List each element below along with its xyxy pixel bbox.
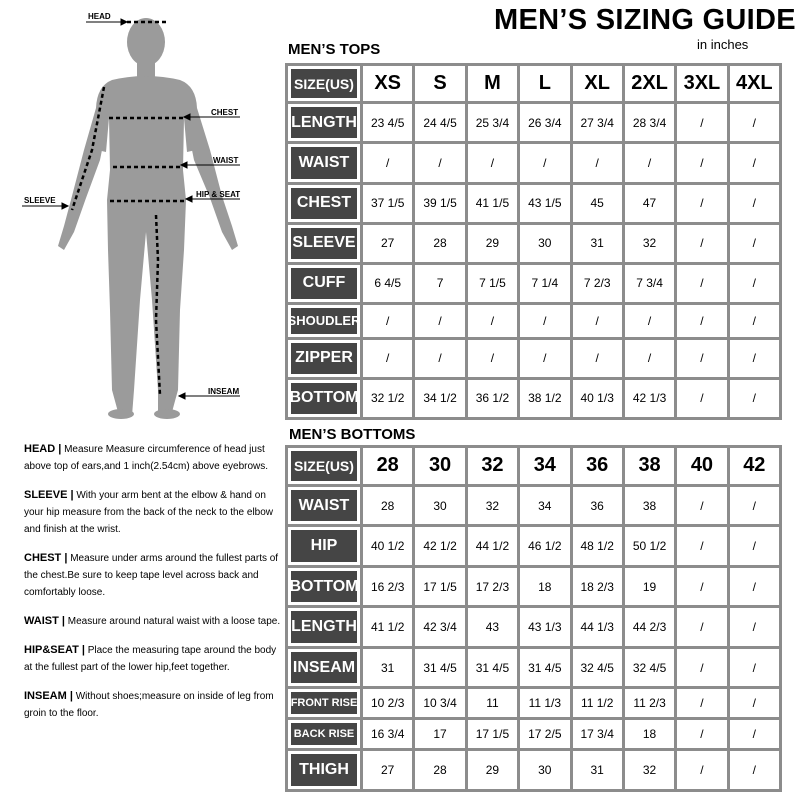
table-cell: 17 2/3 bbox=[468, 568, 517, 605]
table-cell: / bbox=[730, 144, 779, 181]
table-cell: / bbox=[677, 340, 726, 377]
table-row bbox=[288, 340, 779, 377]
table-cell: 30 bbox=[520, 225, 569, 262]
table-cell: 40 1/3 bbox=[573, 380, 622, 417]
size-header-cell: 30 bbox=[415, 448, 464, 484]
row-label: SLEEVE bbox=[291, 228, 357, 259]
row-label: THIGH bbox=[291, 754, 357, 786]
label-sleeve: SLEEVE bbox=[24, 196, 56, 205]
table-cell: 16 3/4 bbox=[363, 720, 412, 748]
row-label: BOTTOM bbox=[291, 571, 357, 602]
table-cell: 32 bbox=[468, 487, 517, 524]
instruction-item bbox=[24, 441, 284, 475]
instruction-text: Without shoes;measure on inside of leg from groin to the floor. bbox=[24, 691, 274, 719]
size-header-cell: 32 bbox=[468, 448, 517, 484]
page-subtitle: in inches bbox=[697, 37, 749, 52]
row-label-cell bbox=[288, 340, 360, 377]
table-cell: / bbox=[363, 340, 412, 377]
table-cell: 36 1/2 bbox=[468, 380, 517, 417]
table-cell: 37 1/5 bbox=[363, 185, 412, 222]
label-chest: CHEST bbox=[211, 108, 239, 117]
table-cell: 7 bbox=[415, 265, 464, 302]
table-cell: / bbox=[730, 608, 779, 645]
row-label-cell bbox=[288, 185, 360, 222]
table-cell: 32 4/5 bbox=[625, 649, 674, 686]
row-label-cell bbox=[288, 305, 360, 337]
table-cell: 17 1/5 bbox=[468, 720, 517, 748]
table-cell: 38 1/2 bbox=[520, 380, 569, 417]
table-cell: 43 1/5 bbox=[520, 185, 569, 222]
instruction-item bbox=[24, 688, 284, 722]
table-cell: / bbox=[573, 144, 622, 181]
body-measurement-figure bbox=[0, 0, 290, 430]
table-cell: / bbox=[677, 720, 726, 748]
bottoms-section-title: MEN’S BOTTOMS bbox=[289, 426, 416, 443]
table-cell: 41 1/5 bbox=[468, 185, 517, 222]
table-row bbox=[288, 185, 779, 222]
table-cell: / bbox=[730, 380, 779, 417]
table-cell: 42 1/3 bbox=[625, 380, 674, 417]
row-label: LENGTH bbox=[291, 107, 357, 138]
table-cell: / bbox=[677, 185, 726, 222]
row-label: CHEST bbox=[291, 188, 357, 219]
table-cell: 31 4/5 bbox=[415, 649, 464, 686]
instruction-item bbox=[24, 642, 284, 676]
table-cell: / bbox=[677, 649, 726, 686]
table-cell: 28 bbox=[415, 751, 464, 789]
table-cell: / bbox=[677, 568, 726, 605]
size-header-label: SIZE(US) bbox=[291, 69, 357, 98]
table-cell: 48 1/2 bbox=[573, 527, 622, 564]
page-title: MEN’S SIZING GUIDE bbox=[494, 4, 796, 36]
table-cell: 34 1/2 bbox=[415, 380, 464, 417]
label-head: HEAD bbox=[88, 12, 111, 21]
instruction-heading: INSEAM | bbox=[24, 690, 73, 702]
row-label-cell bbox=[288, 689, 360, 717]
table-cell: 44 2/3 bbox=[625, 608, 674, 645]
row-label-cell bbox=[288, 751, 360, 789]
table-row bbox=[288, 689, 779, 717]
table-cell: 17 bbox=[415, 720, 464, 748]
row-label-cell bbox=[288, 487, 360, 524]
table-cell: / bbox=[730, 568, 779, 605]
size-header-cell: 36 bbox=[573, 448, 622, 484]
table-cell: / bbox=[415, 144, 464, 181]
table-cell: 25 3/4 bbox=[468, 104, 517, 141]
table-cell: 11 bbox=[468, 689, 517, 717]
table-cell: 43 bbox=[468, 608, 517, 645]
table-row bbox=[288, 720, 779, 748]
table-cell: / bbox=[730, 340, 779, 377]
size-header-cell: 3XL bbox=[677, 66, 726, 101]
table-cell: 31 bbox=[573, 225, 622, 262]
table-row bbox=[288, 527, 779, 564]
size-header-cell: 2XL bbox=[625, 66, 674, 101]
instruction-item bbox=[24, 613, 284, 630]
row-label-cell bbox=[288, 104, 360, 141]
table-cell: / bbox=[363, 144, 412, 181]
table-cell: 32 bbox=[625, 751, 674, 789]
table-row bbox=[288, 487, 779, 524]
table-cell: 36 bbox=[573, 487, 622, 524]
table-cell: / bbox=[520, 305, 569, 337]
label-hip-seat: HIP & SEAT bbox=[196, 190, 241, 199]
table-cell: / bbox=[415, 305, 464, 337]
row-label: WAIST bbox=[291, 147, 357, 178]
table-cell: 23 4/5 bbox=[363, 104, 412, 141]
table-cell: 27 bbox=[363, 751, 412, 789]
table-cell: 32 1/2 bbox=[363, 380, 412, 417]
table-cell: / bbox=[730, 720, 779, 748]
row-label-cell bbox=[288, 380, 360, 417]
table-cell: 16 2/3 bbox=[363, 568, 412, 605]
table-cell: 31 4/5 bbox=[468, 649, 517, 686]
size-header-cell: XS bbox=[363, 66, 412, 101]
table-cell: / bbox=[677, 265, 726, 302]
table-cell: 17 3/4 bbox=[573, 720, 622, 748]
instruction-text: Measure around natural waist with a loose tape. bbox=[67, 616, 281, 627]
table-cell: 44 1/2 bbox=[468, 527, 517, 564]
row-label-cell bbox=[288, 608, 360, 645]
table-cell: / bbox=[730, 649, 779, 686]
table-cell: 7 2/3 bbox=[573, 265, 622, 302]
size-header-cell: L bbox=[520, 66, 569, 101]
table-cell: 7 1/4 bbox=[520, 265, 569, 302]
table-cell: 27 bbox=[363, 225, 412, 262]
table-row bbox=[288, 104, 779, 141]
table-cell: 11 2/3 bbox=[625, 689, 674, 717]
table-cell: / bbox=[573, 305, 622, 337]
row-label-cell bbox=[288, 265, 360, 302]
table-cell: 44 1/3 bbox=[573, 608, 622, 645]
row-label: FRONT RISE bbox=[291, 692, 357, 714]
table-cell: 28 3/4 bbox=[625, 104, 674, 141]
table-cell: 46 1/2 bbox=[520, 527, 569, 564]
row-label: LENGTH bbox=[291, 611, 357, 642]
table-cell: / bbox=[730, 487, 779, 524]
table-row bbox=[288, 144, 779, 181]
size-header-label-cell bbox=[288, 66, 360, 101]
table-cell: 31 bbox=[573, 751, 622, 789]
table-cell: / bbox=[677, 305, 726, 337]
table-cell: 32 bbox=[625, 225, 674, 262]
table-cell: / bbox=[677, 751, 726, 789]
table-cell: / bbox=[520, 144, 569, 181]
table-cell: 18 2/3 bbox=[573, 568, 622, 605]
table-cell: / bbox=[677, 608, 726, 645]
row-label: CUFF bbox=[291, 268, 357, 299]
table-cell: 43 1/3 bbox=[520, 608, 569, 645]
table-cell: / bbox=[468, 305, 517, 337]
table-cell: 42 1/2 bbox=[415, 527, 464, 564]
instruction-text: Measure under arms around the fullest parts of the chest.Be sure to keep tape level across back and comfortably loose. bbox=[24, 553, 279, 598]
instruction-heading: HIP&SEAT | bbox=[24, 644, 85, 656]
instruction-heading: HEAD | bbox=[24, 443, 62, 455]
size-header-cell: 4XL bbox=[730, 66, 779, 101]
table-cell: 39 1/5 bbox=[415, 185, 464, 222]
instruction-item bbox=[24, 550, 284, 601]
table-cell: 30 bbox=[520, 751, 569, 789]
row-label-cell bbox=[288, 649, 360, 686]
row-label-cell bbox=[288, 144, 360, 181]
table-row bbox=[288, 305, 779, 337]
table-row bbox=[288, 608, 779, 645]
table-cell: 50 1/2 bbox=[625, 527, 674, 564]
table-cell: 17 1/5 bbox=[415, 568, 464, 605]
table-cell: / bbox=[468, 340, 517, 377]
table-cell: / bbox=[677, 689, 726, 717]
size-header-cell: 34 bbox=[520, 448, 569, 484]
table-cell: / bbox=[730, 689, 779, 717]
row-label: BOTTOM bbox=[291, 383, 357, 414]
table-cell: 28 bbox=[363, 487, 412, 524]
row-label: HIP bbox=[291, 530, 357, 561]
table-cell: / bbox=[730, 265, 779, 302]
table-cell: 38 bbox=[625, 487, 674, 524]
table-row bbox=[288, 568, 779, 605]
size-header-cell: 40 bbox=[677, 448, 726, 484]
size-header-cell: 38 bbox=[625, 448, 674, 484]
table-cell: 27 3/4 bbox=[573, 104, 622, 141]
table-cell: / bbox=[625, 305, 674, 337]
table-cell: 10 2/3 bbox=[363, 689, 412, 717]
table-cell: 18 bbox=[625, 720, 674, 748]
table-cell: / bbox=[730, 104, 779, 141]
table-cell: / bbox=[677, 104, 726, 141]
table-cell: / bbox=[573, 340, 622, 377]
size-header-cell: S bbox=[415, 66, 464, 101]
table-cell: / bbox=[625, 340, 674, 377]
table-row bbox=[288, 225, 779, 262]
table-cell: 31 bbox=[363, 649, 412, 686]
table-cell: 7 1/5 bbox=[468, 265, 517, 302]
row-label: ZIPPER bbox=[291, 343, 357, 374]
table-cell: 31 4/5 bbox=[520, 649, 569, 686]
table-cell: 10 3/4 bbox=[415, 689, 464, 717]
table-cell: 34 bbox=[520, 487, 569, 524]
instruction-text: Place the measuring tape around the body at the fullest part of the lower hip,feet together. bbox=[24, 645, 277, 673]
body-silhouette bbox=[58, 18, 241, 419]
table-cell: / bbox=[677, 380, 726, 417]
table-cell: / bbox=[625, 144, 674, 181]
row-label: WAIST bbox=[291, 490, 357, 521]
table-cell: 29 bbox=[468, 751, 517, 789]
instruction-heading: SLEEVE | bbox=[24, 489, 74, 501]
table-header-row bbox=[288, 448, 779, 484]
table-cell: 11 1/3 bbox=[520, 689, 569, 717]
table-row bbox=[288, 649, 779, 686]
table-cell: 6 4/5 bbox=[363, 265, 412, 302]
bottoms-size-table bbox=[285, 445, 782, 792]
instruction-heading: CHEST | bbox=[24, 552, 68, 564]
table-cell: 18 bbox=[520, 568, 569, 605]
table-row bbox=[288, 265, 779, 302]
instruction-text: With your arm bent at the elbow & hand on your hip measure from the back of the neck to the elbow and finish at the wrist. bbox=[24, 490, 274, 535]
table-cell: 7 3/4 bbox=[625, 265, 674, 302]
table-cell: / bbox=[730, 225, 779, 262]
table-cell: / bbox=[677, 225, 726, 262]
table-header-row bbox=[288, 66, 779, 101]
table-row bbox=[288, 751, 779, 789]
tops-size-table bbox=[285, 63, 782, 420]
table-cell: / bbox=[730, 751, 779, 789]
table-cell: / bbox=[730, 527, 779, 564]
table-cell: / bbox=[520, 340, 569, 377]
row-label: SHOUDLER bbox=[291, 308, 357, 334]
row-label-cell bbox=[288, 225, 360, 262]
table-cell: / bbox=[468, 144, 517, 181]
table-cell: 45 bbox=[573, 185, 622, 222]
label-inseam: INSEAM bbox=[208, 387, 240, 396]
table-cell: / bbox=[677, 144, 726, 181]
table-cell: / bbox=[730, 185, 779, 222]
table-cell: 40 1/2 bbox=[363, 527, 412, 564]
measurement-instructions bbox=[24, 441, 284, 734]
row-label-cell bbox=[288, 568, 360, 605]
table-cell: 24 4/5 bbox=[415, 104, 464, 141]
instruction-item bbox=[24, 487, 284, 538]
row-label: BACK RISE bbox=[291, 723, 357, 745]
table-row bbox=[288, 380, 779, 417]
instruction-heading: WAIST | bbox=[24, 615, 65, 627]
table-cell: / bbox=[677, 527, 726, 564]
table-cell: 30 bbox=[415, 487, 464, 524]
table-cell: 11 1/2 bbox=[573, 689, 622, 717]
table-cell: 32 4/5 bbox=[573, 649, 622, 686]
table-cell: 19 bbox=[625, 568, 674, 605]
table-cell: 28 bbox=[415, 225, 464, 262]
size-header-cell: 42 bbox=[730, 448, 779, 484]
row-label: INSEAM bbox=[291, 652, 357, 683]
size-header-cell: XL bbox=[573, 66, 622, 101]
table-cell: 17 2/5 bbox=[520, 720, 569, 748]
size-header-cell: M bbox=[468, 66, 517, 101]
row-label-cell bbox=[288, 720, 360, 748]
row-label-cell bbox=[288, 527, 360, 564]
table-cell: 29 bbox=[468, 225, 517, 262]
size-header-label: SIZE(US) bbox=[291, 451, 357, 481]
tops-section-title: MEN’S TOPS bbox=[288, 41, 381, 58]
table-cell: / bbox=[415, 340, 464, 377]
table-cell: / bbox=[677, 487, 726, 524]
instruction-text: Measure Measure circumference of head just above top of ears,and 1 inch(2.54cm) above eyebrows. bbox=[24, 444, 269, 472]
table-cell: 26 3/4 bbox=[520, 104, 569, 141]
label-waist: WAIST bbox=[213, 156, 239, 165]
table-cell: / bbox=[363, 305, 412, 337]
size-header-label-cell bbox=[288, 448, 360, 484]
table-cell: / bbox=[730, 305, 779, 337]
table-cell: 41 1/2 bbox=[363, 608, 412, 645]
size-header-cell: 28 bbox=[363, 448, 412, 484]
table-cell: 42 3/4 bbox=[415, 608, 464, 645]
table-cell: 47 bbox=[625, 185, 674, 222]
